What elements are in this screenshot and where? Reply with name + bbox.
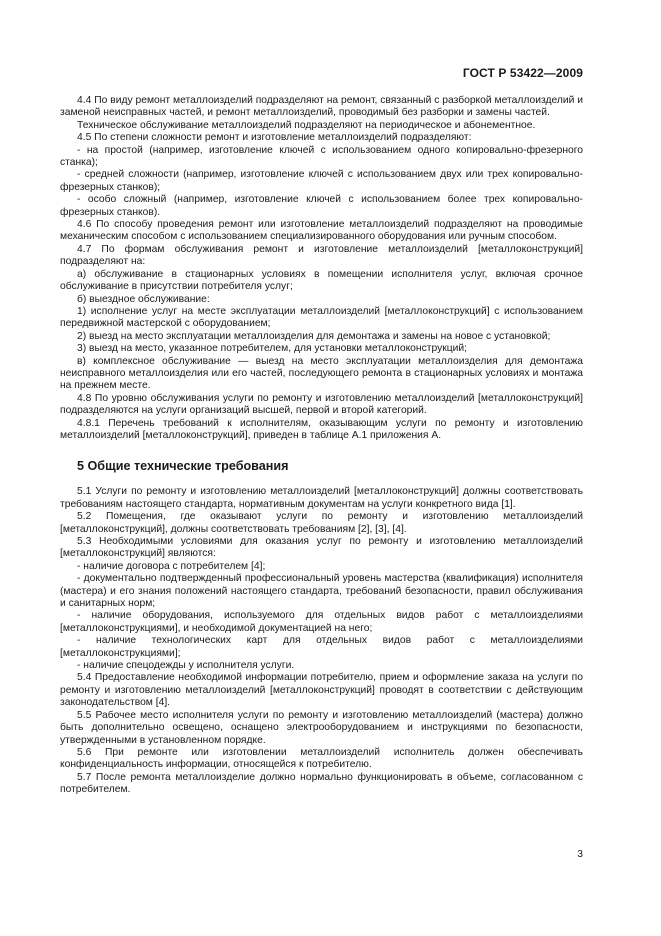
document-body (60, 95, 583, 797)
paragraph: 5.7 После ремонта металлоизделие должно нормально функционировать в объеме, согласованном с потребителем. (60, 771, 583, 796)
paragraph: Техническое обслуживание металлоизделий подразделяют на периодическое и абонементное. (77, 119, 536, 131)
list-item: - средней сложности (например, изготовление ключей с использованием двух или трех копировально-фрезерных станков); (60, 169, 583, 193)
paragraph: 5.3 Необходимыми условиями для оказания услуг по ремонту и изготовлению металлоизделий [металлоконструкций] являются: (60, 536, 583, 560)
list-item: - наличие спецодежды у исполнителя услуги. (77, 660, 295, 672)
paragraph: 5.2 Помещения, где оказывают услуги по ремонту и изготовлению металлоизделий [металлоконструкций], должны соответствовать требованиям [2], [3], [4]. (60, 511, 583, 535)
list-item: - на простой (например, изготовление ключей с использованием одного копировально-фрезерного станка); (60, 144, 583, 169)
paragraph: 4.8 По уровню обслуживания услуги по ремонту и изготовлению металлоизделий [металлоконструкций] подразделяются на услуги организаций высшей, первой и второй категорий. (60, 392, 583, 417)
list-item: б) выездное обслуживание: (77, 293, 210, 305)
paragraph: 5.5 Рабочее место исполнителя услуги по ремонту и изготовлению металлоизделий (мастера) должно быть дополнительно освещено, оснащено электрооборудованием и инструкциями по безопасности, утвержденными в установленном порядке. (60, 709, 583, 746)
paragraph: 5.1 Услуги по ремонту и изготовлению металлоизделий [металлоконструкций] должны соответствовать требованиям настоящего стандарта, нормативным документам на услуги конкретного вида [1]. (60, 486, 583, 510)
list-item: - особо сложный (например, изготовление ключей с использованием более трех копировально-фрезерных станков). (60, 194, 583, 218)
list-item: - наличие технологических карт для отдельных видов работ с металлоизделиями [металлоконструкциями]; (60, 635, 583, 659)
paragraph: 4.6 По способу проведения ремонт или изготовление металлоизделий подразделяют на проводимые механическим способом с использованием специализированного оборудования или ручным способом. (60, 219, 583, 243)
list-item: в) комплексное обслуживание — выезд на место эксплуатации металлоизделия для демонтажа неисправного металлоизделия или его частей, последующего ремонта в стационарных условиях и монтажа на прежнем месте. (60, 355, 583, 392)
paragraph: 5.4 Предоставление необходимой информации потребителю, прием и оформление заказа на услуги по ремонту и изготовлению металлоизделий [металлоконструкций] проводят в соответствии с действующим законодательством [4]. (60, 672, 583, 709)
list-item: - наличие договора с потребителем [4]; (77, 560, 266, 572)
list-item: а) обслуживание в стационарных условиях в помещении исполнителя услуг, включая срочное обслуживание в присутствии потребителя услуг; (60, 268, 583, 293)
list-item: 2) выезд на место эксплуатации металлоизделия для демонтажа и замены на новое с установкой; (77, 330, 551, 342)
paragraph: 4.7 По формам обслуживания ремонт и изготовление металлоизделий [металлоконструкций] подразделяют на: (60, 243, 583, 268)
page-number: 3 (577, 849, 583, 860)
list-item: 3) выезд на место, указанное потребителем, для установки металлоконструкций; (77, 343, 467, 355)
document-header-id: ГОСТ Р 53422—2009 (462, 66, 583, 80)
list-item: 1) исполнение услуг на месте эксплуатации металлоизделий [металлоконструкций] с использованием передвижной мастерской с оборудованием; (60, 305, 583, 330)
paragraph: 4.8.1 Перечень требований к исполнителям, оказывающим услуги по ремонту и изготовлению металлоизделий [металлоконструкций], приведен в таблице А.1 приложения А. (60, 417, 583, 441)
paragraph: 5.6 При ремонте или изготовлении металлоизделий исполнитель должен обеспечивать конфиденциальность информации, относящейся к потребителю. (60, 746, 583, 771)
section-heading: 5 Общие технические требования (77, 459, 289, 474)
paragraph: 4.4 По виду ремонт металлоизделий подразделяют на ремонт, связанный с разборкой металлоизделий и заменой неисправных частей, и ремонт металлоизделий, проводимый без разборки и замены частей. (60, 95, 583, 119)
list-item: - наличие оборудования, используемого для отдельных видов работ с металлоизделиями [металлоконструкциями], и необходимой документацией на него; (60, 610, 583, 634)
list-item: - документально подтвержденный профессиональный уровень мастерства (квалификация) исполнителя (мастера) и его знания положений настоящего стандарта, требований безопасности, правил обслуживания и санитарных норм; (60, 573, 583, 610)
paragraph: 4.5 По степени сложности ремонт и изготовление металлоизделий подразделяют: (77, 132, 472, 144)
